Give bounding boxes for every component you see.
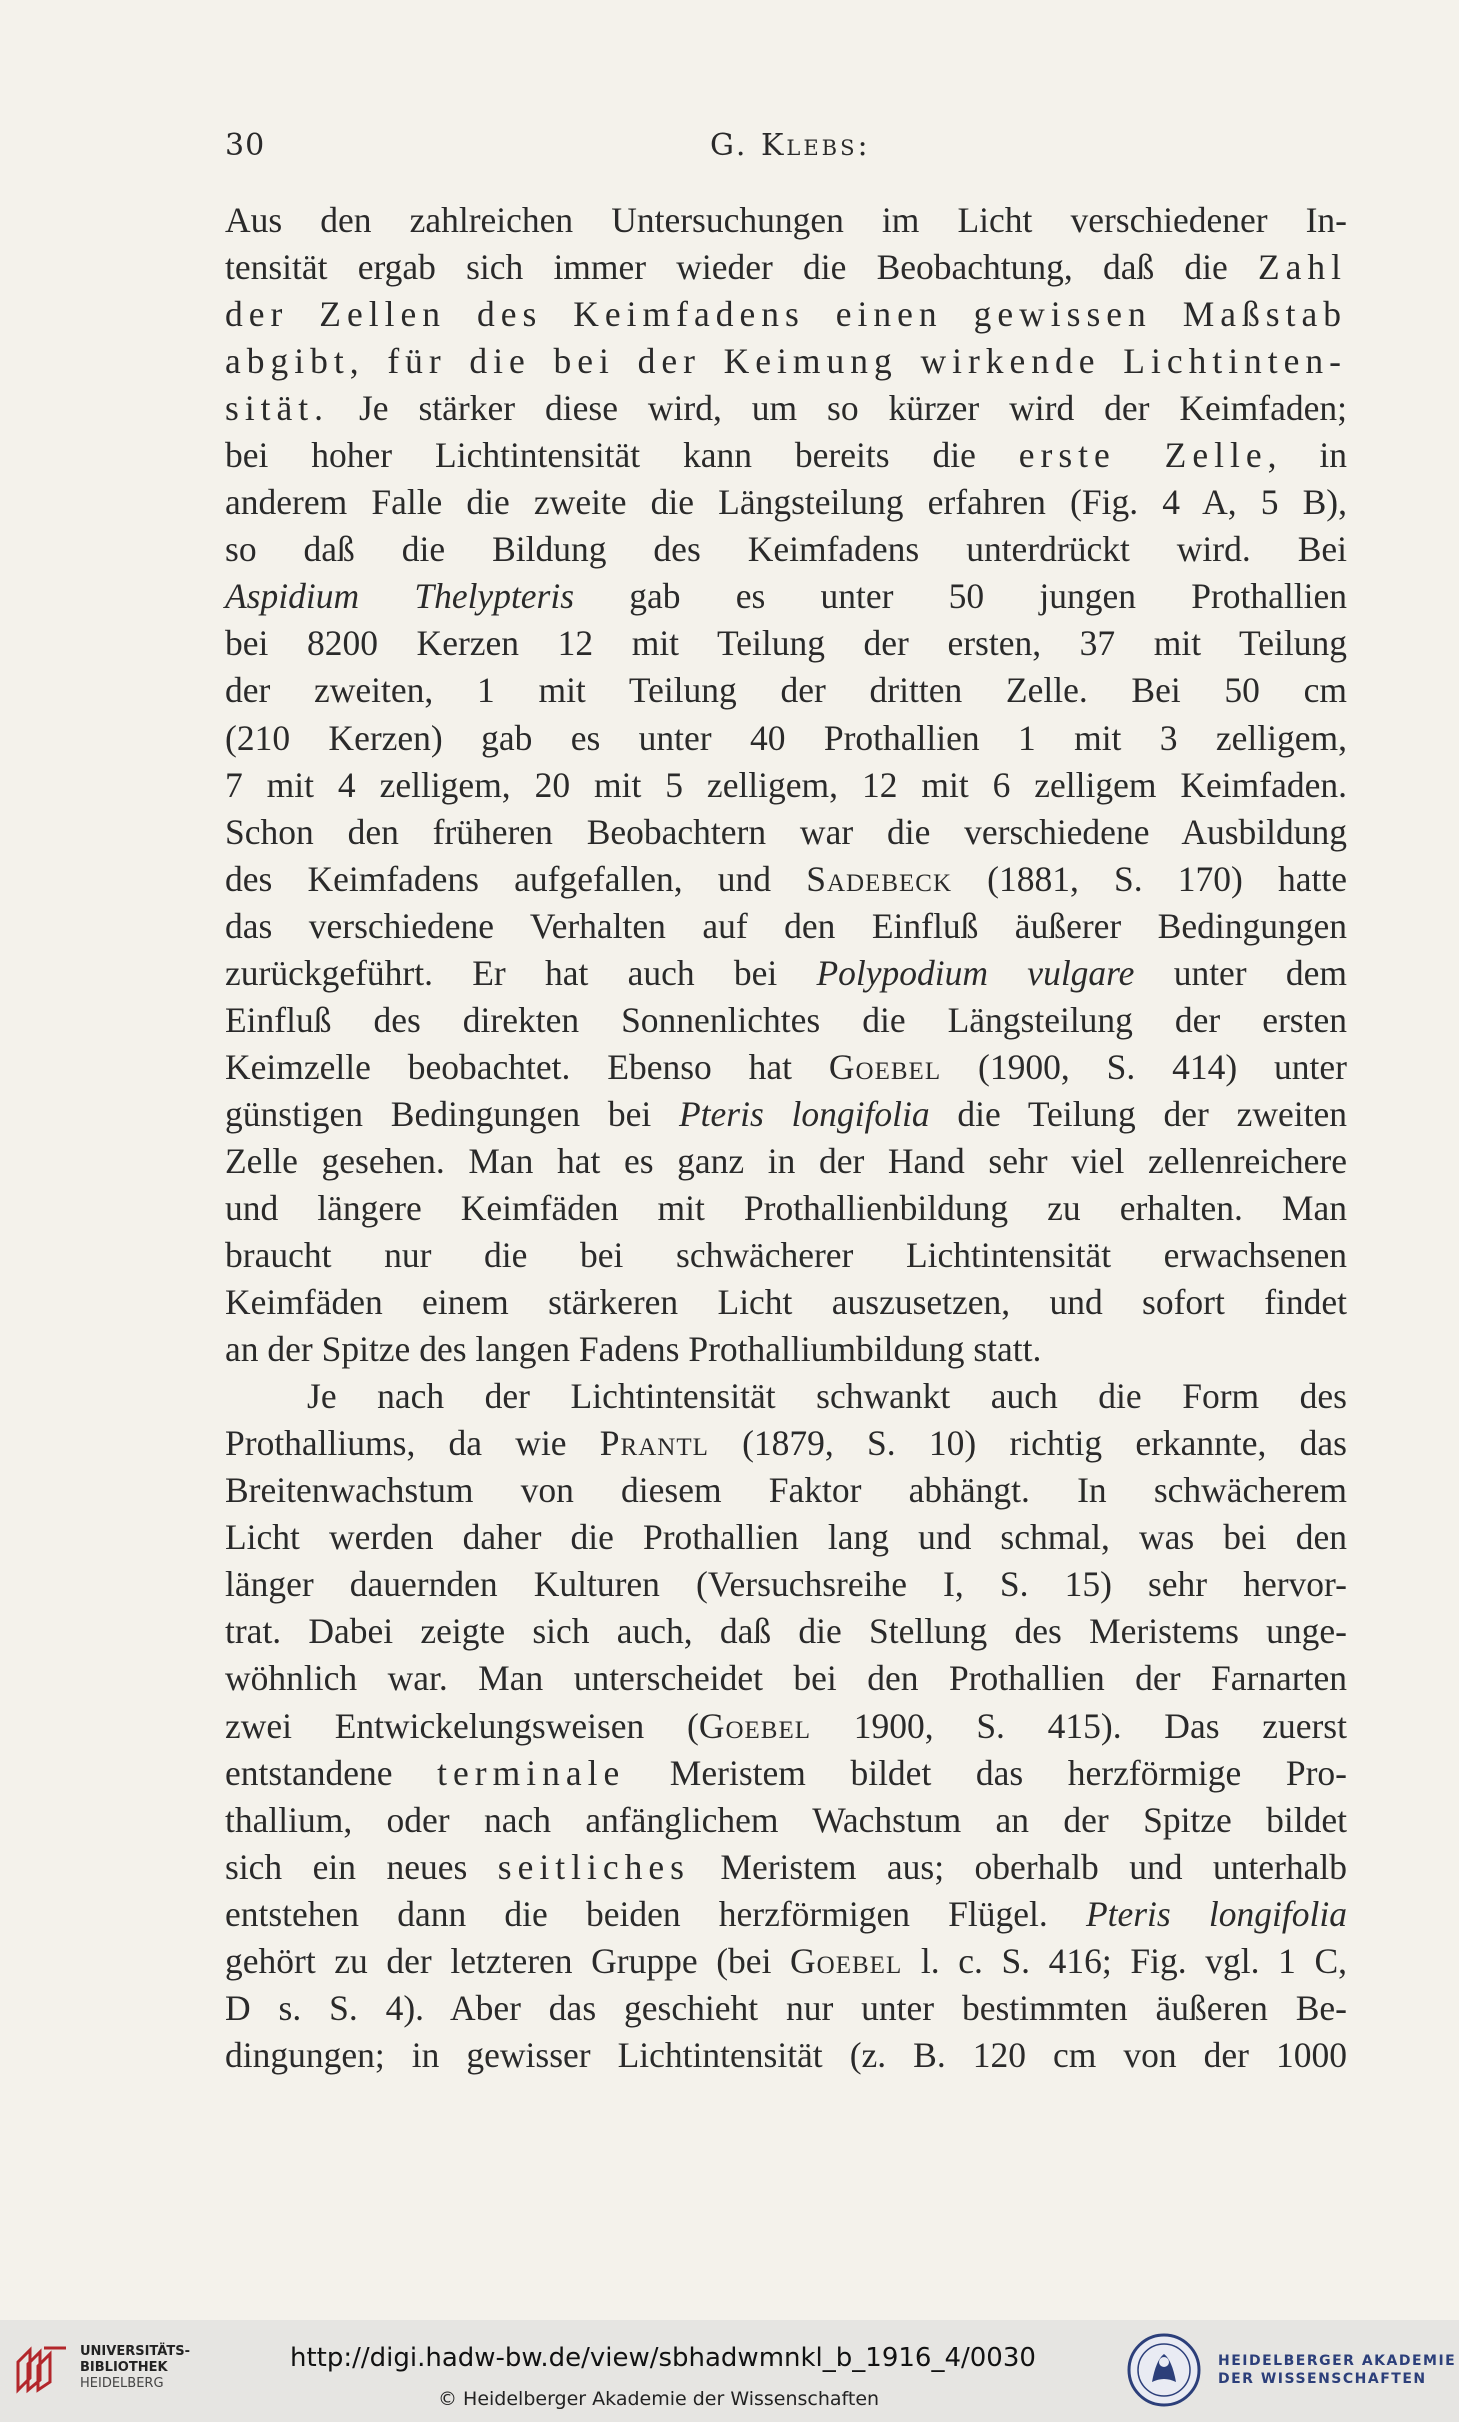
- permalink-url[interactable]: http://digi.hadw-bw.de/view/sbhadwmnkl_b_1916_4/0030: [290, 2343, 1036, 2373]
- text-line: Schon den früheren Beobachtern war die verschiedene Ausbildung: [225, 811, 1347, 852]
- text-line: Licht werden daher die Prothallien lang und schmal, was bei den: [225, 1517, 1347, 1558]
- text-line: das verschiedene Verhalten auf den Einfluß äußerer Bedingungen: [225, 905, 1347, 946]
- text-line: anderem Falle die zweite die Längsteilung erfahren (Fig. 4 A, 5 B),: [225, 482, 1347, 523]
- university-library-name: UNIVERSITÄTS- BIBLIOTHEK HEIDELBERG: [80, 2344, 190, 2391]
- text-line: thallium, oder nach anfänglichem Wachstum an der Spitze bildet: [225, 1799, 1347, 1840]
- text-line: bei 8200 Kerzen 12 mit Teilung der ersten, 37 mit Teilung: [225, 623, 1347, 664]
- text-line: sität. Je stärker diese wird, um so kürzer wird der Keimfaden;: [225, 388, 1347, 429]
- text-line: und längere Keimfäden mit Prothallienbildung zu erhalten. Man: [225, 1187, 1347, 1228]
- text-line: Keimzelle beobachtet. Ebenso hat Goebel (1900, S. 414) unter: [225, 1046, 1347, 1087]
- academy-seal-icon: [1126, 2332, 1202, 2408]
- text-line: zwei Entwickelungsweisen (Goebel 1900, S. 415). Das zuerst: [225, 1705, 1347, 1746]
- text-line: Aus den zahlreichen Untersuchungen im Licht verschiedener In-: [225, 200, 1347, 240]
- academy-name: HEIDELBERGER AKADEMIE DER WISSENSCHAFTEN: [1218, 2353, 1457, 2387]
- text-line: dingungen; in gewisser Lichtintensität (z. B. 120 cm von der 1000: [225, 2034, 1347, 2075]
- text-line: an der Spitze des langen Fadens Prothalliumbildung statt.: [225, 1329, 1042, 1370]
- text-line: abgibt, für die bei der Keimung wirkende Lichtinten-: [225, 341, 1347, 382]
- text-line: trat. Dabei zeigte sich auch, daß die Stellung des Meristems unge-: [225, 1611, 1347, 1652]
- running-title: G. Klebs:: [710, 128, 871, 163]
- text-line: sich ein neues seitliches Meristem aus; oberhalb und unterhalb: [225, 1846, 1347, 1887]
- text-line: der zweiten, 1 mit Teilung der dritten Zelle. Bei 50 cm: [225, 670, 1347, 711]
- text-line: der Zellen des Keimfadens einen gewissen Maßstab: [225, 294, 1347, 335]
- page-header: [225, 128, 1347, 178]
- text-line: wöhnlich war. Man unterscheidet bei den Prothallien der Farnarten: [225, 1658, 1347, 1699]
- text-line: tensität ergab sich immer wieder die Beobachtung, daß die Zahl: [225, 247, 1348, 288]
- text-line: länger dauernden Kulturen (Versuchsreihe I, S. 15) sehr hervor-: [225, 1564, 1347, 1605]
- text-line: Prothalliums, da wie Prantl (1879, S. 10) richtig erkannte, das: [225, 1423, 1347, 1464]
- body-text: [225, 197, 1347, 2079]
- text-line: Je nach der Lichtintensität schwankt auch die Form des: [307, 1376, 1347, 1417]
- text-line: bei hoher Lichtintensität kann bereits die erste Zelle, in: [225, 435, 1347, 476]
- page-number: 30: [225, 128, 266, 163]
- text-line: des Keimfadens aufgefallen, und Sadebeck (1881, S. 170) hatte: [225, 858, 1347, 899]
- text-line: (210 Kerzen) gab es unter 40 Prothallien 1 mit 3 zelligem,: [225, 717, 1347, 758]
- text-line: Keimfäden einem stärkeren Licht auszusetzen, und sofort findet: [225, 1282, 1347, 1323]
- university-library-logo-icon: [14, 2342, 72, 2394]
- text-line: entstehen dann die beiden herzförmigen Flügel. Pteris longifolia: [225, 1893, 1347, 1934]
- text-line: Aspidium Thelypteris gab es unter 50 jungen Prothallien: [225, 576, 1347, 617]
- text-line: so daß die Bildung des Keimfadens unterdrückt wird. Bei: [225, 529, 1347, 570]
- text-line: gehört zu der letzteren Gruppe (bei Goebel l. c. S. 416; Fig. vgl. 1 C,: [225, 1940, 1348, 1981]
- text-line: D s. S. 4). Aber das geschieht nur unter bestimmten äußeren Be-: [225, 1987, 1347, 2028]
- text-line: Zelle gesehen. Man hat es ganz in der Hand sehr viel zellenreichere: [225, 1140, 1347, 1181]
- text-line: Einfluß des direkten Sonnenlichtes die Längsteilung der ersten: [225, 999, 1347, 1040]
- text-line: 7 mit 4 zelligem, 20 mit 5 zelligem, 12 mit 6 zelligem Keimfaden.: [225, 764, 1347, 805]
- copyright-notice: © Heidelberger Akademie der Wissenschaften: [438, 2388, 880, 2410]
- text-line: zurückgeführt. Er hat auch bei Polypodium vulgare unter dem: [225, 952, 1348, 993]
- text-line: Breitenwachstum von diesem Faktor abhängt. In schwächerem: [225, 1470, 1347, 1511]
- text-line: günstigen Bedingungen bei Pteris longifolia die Teilung der zweiten: [225, 1093, 1347, 1134]
- text-line: braucht nur die bei schwächerer Lichtintensität erwachsenen: [225, 1235, 1347, 1276]
- text-line: entstandene terminale Meristem bildet das herzförmige Pro-: [225, 1752, 1347, 1793]
